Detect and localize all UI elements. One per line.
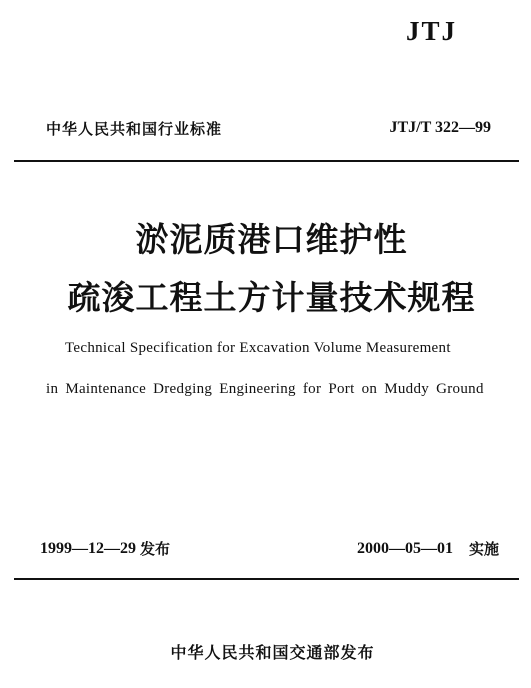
publisher: 中华人民共和国交通部发布 (170, 643, 375, 662)
issuer-row (46, 117, 499, 139)
effective-date: 2000—05—01 (356, 539, 453, 557)
title-cn-line2: 疏浚工程土方计量技术规程 (67, 278, 476, 317)
issue-date-group (40, 538, 170, 559)
bottom-divider (14, 578, 519, 580)
effective-label: 实施 (468, 540, 499, 558)
effective-date-group (357, 538, 499, 559)
issue-label: 发布 (140, 540, 171, 558)
top-divider (14, 160, 519, 162)
series-code: JTJ (405, 16, 457, 46)
issuer-text: 中华人民共和国行业标准 (46, 119, 223, 138)
issue-date: 1999—12—29 (40, 539, 136, 557)
title-en-line1: Technical Specification for Excavation Volume Measurement (65, 340, 451, 356)
standard-number: JTJ/T 322—99 (389, 119, 491, 136)
date-row (40, 538, 499, 559)
title-en-line2: in Maintenance Dredging Engineering for Port on Muddy Ground (46, 381, 484, 397)
title-cn-line1: 淤泥质港口维护性 (135, 220, 408, 259)
